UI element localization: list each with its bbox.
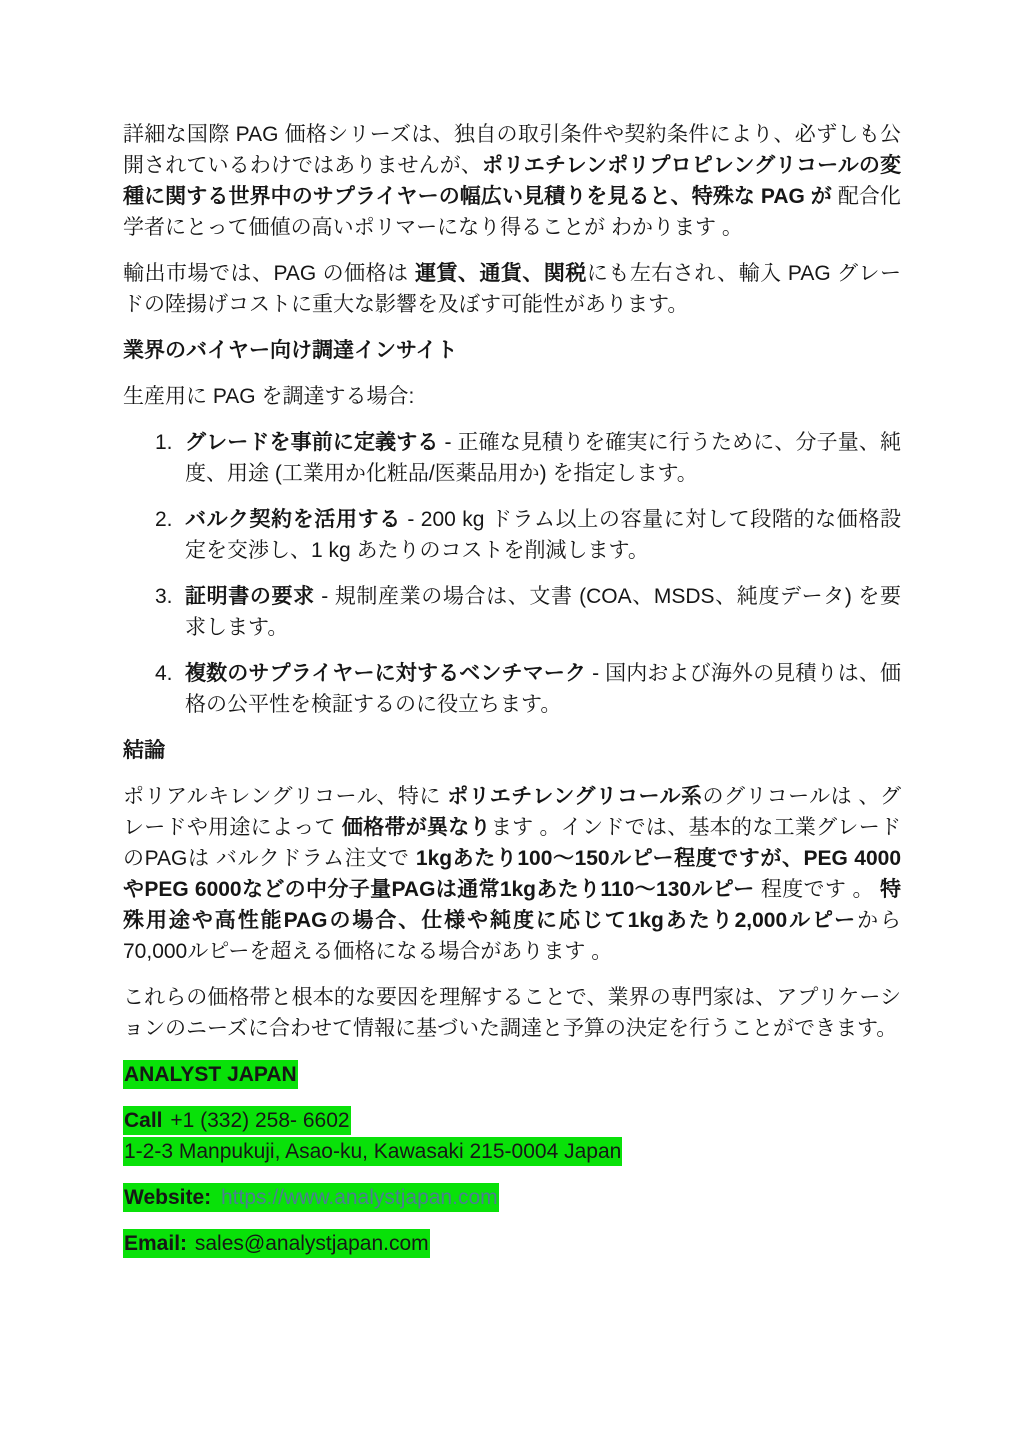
text-run: - 正確な見積りを確実に行うために、分子量、純度、用途 (工業用か化粧品/医薬品用か) を指定します。 [185, 431, 901, 485]
intro-paragraph [123, 119, 901, 243]
website-line [123, 1182, 901, 1213]
conclusion-pricing-paragraph [123, 781, 901, 967]
sourcing-intro-paragraph: 生産用に PAG を調達する場合: [123, 385, 415, 408]
export-market-paragraph [123, 258, 901, 320]
text-run: ポリアルキレングリコール、特に [123, 785, 448, 808]
website-link[interactable]: https://www.analystjapan.com [220, 1183, 499, 1212]
email-line [123, 1228, 901, 1259]
list-number: 3. [155, 585, 173, 608]
list-item-text [185, 427, 901, 489]
company-name [123, 1059, 901, 1090]
list-number: 4. [155, 662, 173, 685]
list-item-certificates [123, 581, 901, 643]
call-label: Call [123, 1106, 164, 1135]
text-run: 詳細な国際 PAG 価格シリーズは、独自の取引条件や契約条件により、必ずしも公開されているわけではありませんが、 [123, 123, 901, 177]
company-name-text: ANALYST JAPAN [123, 1060, 298, 1089]
list-item-text [185, 581, 901, 643]
text-run: 価格帯が異なり [341, 816, 491, 839]
website-label: Website: [123, 1183, 212, 1212]
text-run: ポリエチレングリコール系 [447, 785, 703, 808]
text-run: 複数のサプライヤーに対するベンチマーク [185, 662, 587, 685]
section-heading-conclusion: 結論 [123, 739, 165, 762]
list-item-text [185, 504, 901, 566]
email-label: Email: [123, 1229, 188, 1258]
text-run: 1kgあたり100〜150ルピー程度ですが、PEG 4000やPEG 6000などの中分子量PAGは通常1kgあたり110〜130ルピー [123, 847, 901, 901]
text-run: 輸出市場では、PAG の価格は [123, 262, 415, 285]
list-item-benchmark [123, 658, 901, 720]
text-run: 証明書の要求 [185, 585, 315, 608]
text-run: グレードを事前に定義する [185, 431, 439, 454]
text-run [212, 1183, 220, 1212]
text-run: - 200 kg ドラム以上の容量に対して段階的な価格設定を交渉し、1 kg あたりのコストを削減します。 [185, 508, 901, 562]
conclusion-summary-paragraph: これらの価格帯と根本的な要因を理解することで、業界の専門家は、アプリケーションのニーズに合わせて情報に基づいた調達と予算の決定を行うことができます。 [123, 986, 901, 1040]
text-run: 特殊用途や高性能PAGの場合、仕様や純度に応じて1kgあたり2,000ルピー [123, 878, 901, 932]
address-text: 1-2-3 Manpukuji, Asao-ku, Kawasaki 215-0004 Japan [123, 1137, 622, 1166]
sourcing-list [123, 427, 901, 720]
list-item-text [185, 658, 901, 720]
text-run: - 国内および海外の見積りは、価格の公平性を検証するのに役立ちます。 [185, 662, 901, 716]
text-run: 運賃、通貨、関税 [414, 262, 587, 285]
text-run: ます 。インドでは、基本的な工業グレードのPAGは バルクドラム注文で [123, 816, 901, 870]
list-item-define-grade [123, 427, 901, 489]
list-item-bulk-contracts [123, 504, 901, 566]
phone-number: +1 (332) 258- 6602 [164, 1106, 351, 1135]
phone-address-line [123, 1105, 901, 1167]
text-run: にも左右され、輸入 PAG グレードの陸揚げコストに重大な影響を及ぼす可能性があります。 [123, 262, 902, 316]
text-run: から70,000ルピーを超える価格になる場合があります 。 [123, 909, 902, 963]
list-number: 1. [155, 431, 173, 454]
text-run: - 規制産業の場合は、文書 (COA、MSDS、純度データ) を要求します。 [185, 585, 902, 639]
text-run: バルク契約を活用する [185, 508, 401, 531]
text-run: 程度です 。 [754, 878, 880, 901]
section-heading-buyers: 業界のバイヤー向け調達インサイト [123, 339, 458, 362]
text-run: ポリエチレンポリプロピレングリコールの変種に関する世界中のサプライヤーの幅広い見積りを見ると、特殊な PAG が [123, 154, 902, 208]
list-number: 2. [155, 508, 173, 531]
text-run: 配合化学者にとって価値の高いポリマーになり得ることが わかります 。 [123, 185, 902, 239]
contact-block [123, 1059, 901, 1259]
text-run: のグリコールは 、グレードや用途によって [123, 785, 901, 839]
email-address: sales@analystjapan.com [188, 1229, 430, 1258]
